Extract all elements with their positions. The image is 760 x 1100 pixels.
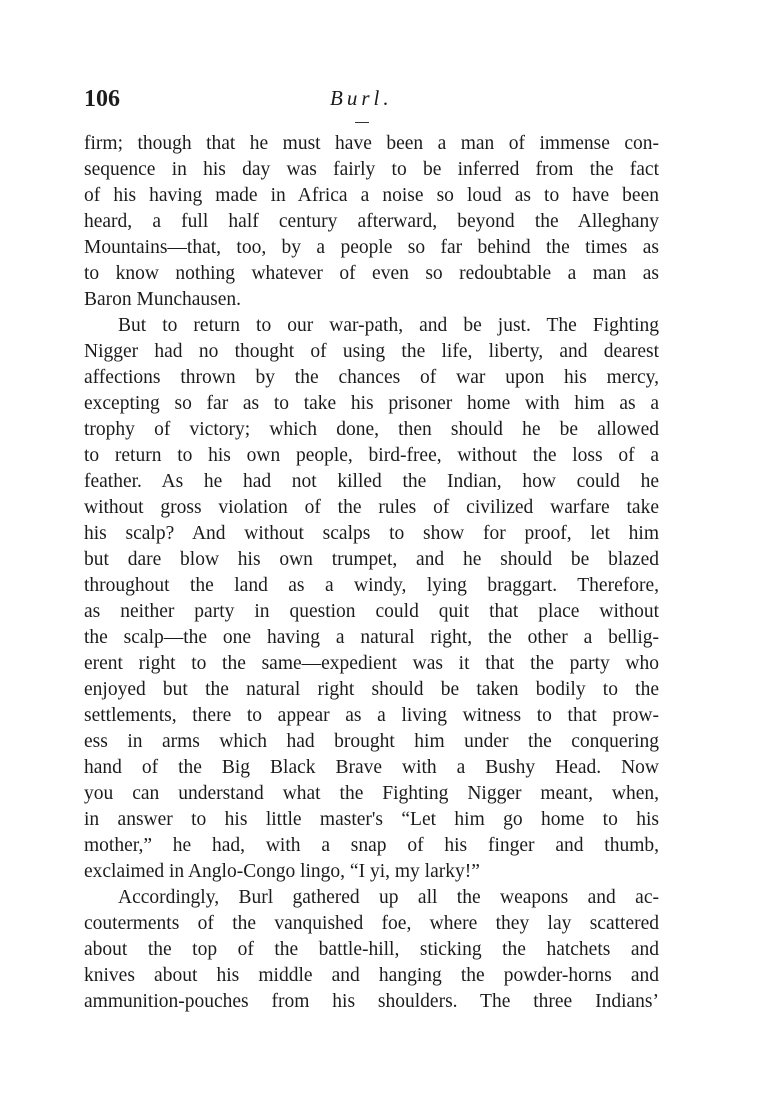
text-line: ess in arms which had brought him under the conquering xyxy=(84,731,659,752)
text-line: Mountains—that, too, by a people so far behind the times as xyxy=(84,237,659,258)
text-line: but dare blow his own trumpet, and he should be blazed xyxy=(84,549,659,570)
text-line: couterments of the vanquished foe, where they lay scattered xyxy=(84,913,659,934)
text-line: feather. As he had not killed the Indian, how could he xyxy=(84,471,659,492)
text-line: trophy of victory; which done, then should he be allowed xyxy=(84,419,659,440)
header-rule xyxy=(355,122,369,123)
text-line: his scalp? And without scalps to show for proof, let him xyxy=(84,523,659,544)
text-line: heard, a full half century afterward, beyond the Alleghany xyxy=(84,211,659,232)
text-line: without gross violation of the rules of civilized warfare take xyxy=(84,497,659,518)
text-line: about the top of the battle-hill, sticking the hatchets and xyxy=(84,939,659,960)
page-number: 106 xyxy=(84,86,120,112)
text-line: Accordingly, Burl gathered up all the weapons and ac- xyxy=(118,887,659,908)
running-title: Burl. xyxy=(330,86,393,110)
text-line: exclaimed in Anglo-Congo lingo, “I yi, my larky!” xyxy=(84,861,480,882)
text-line: the scalp—the one having a natural right, the other a bellig- xyxy=(84,627,659,648)
text-line: of his having made in Africa a noise so loud as to have been xyxy=(84,185,659,206)
body-text xyxy=(84,131,659,1015)
text-line: But to return to our war-path, and be just. The Fighting xyxy=(118,315,659,336)
text-line: excepting so far as to take his prisoner home with him as a xyxy=(84,393,659,414)
text-line: mother,” he had, with a snap of his finger and thumb, xyxy=(84,835,659,856)
text-line: affections thrown by the chances of war upon his mercy, xyxy=(84,367,659,388)
text-line: firm; though that he must have been a man of immense con- xyxy=(84,133,659,154)
text-line: you can understand what the Fighting Nigger meant, when, xyxy=(84,783,659,804)
text-line: settlements, there to appear as a living witness to that prow- xyxy=(84,705,659,726)
text-line: erent right to the same—expedient was it that the party who xyxy=(84,653,659,674)
text-line: hand of the Big Black Brave with a Bushy Head. Now xyxy=(84,757,659,778)
text-line: sequence in his day was fairly to be inferred from the fact xyxy=(84,159,659,180)
text-line: throughout the land as a windy, lying braggart. Therefore, xyxy=(84,575,659,596)
text-line: Baron Munchausen. xyxy=(84,289,242,310)
text-line: knives about his middle and hanging the powder-horns and xyxy=(84,965,659,986)
text-line: ammunition-pouches from his shoulders. The three Indians’ xyxy=(84,991,659,1012)
text-line: enjoyed but the natural right should be taken bodily to the xyxy=(84,679,659,700)
text-line: as neither party in question could quit that place without xyxy=(84,601,659,622)
text-line: to return to his own people, bird-free, without the loss of a xyxy=(84,445,659,466)
text-line: Nigger had no thought of using the life, liberty, and dearest xyxy=(84,341,659,362)
text-line: to know nothing whatever of even so redoubtable a man as xyxy=(84,263,659,284)
text-line: in answer to his little master's “Let him go home to his xyxy=(84,809,659,830)
